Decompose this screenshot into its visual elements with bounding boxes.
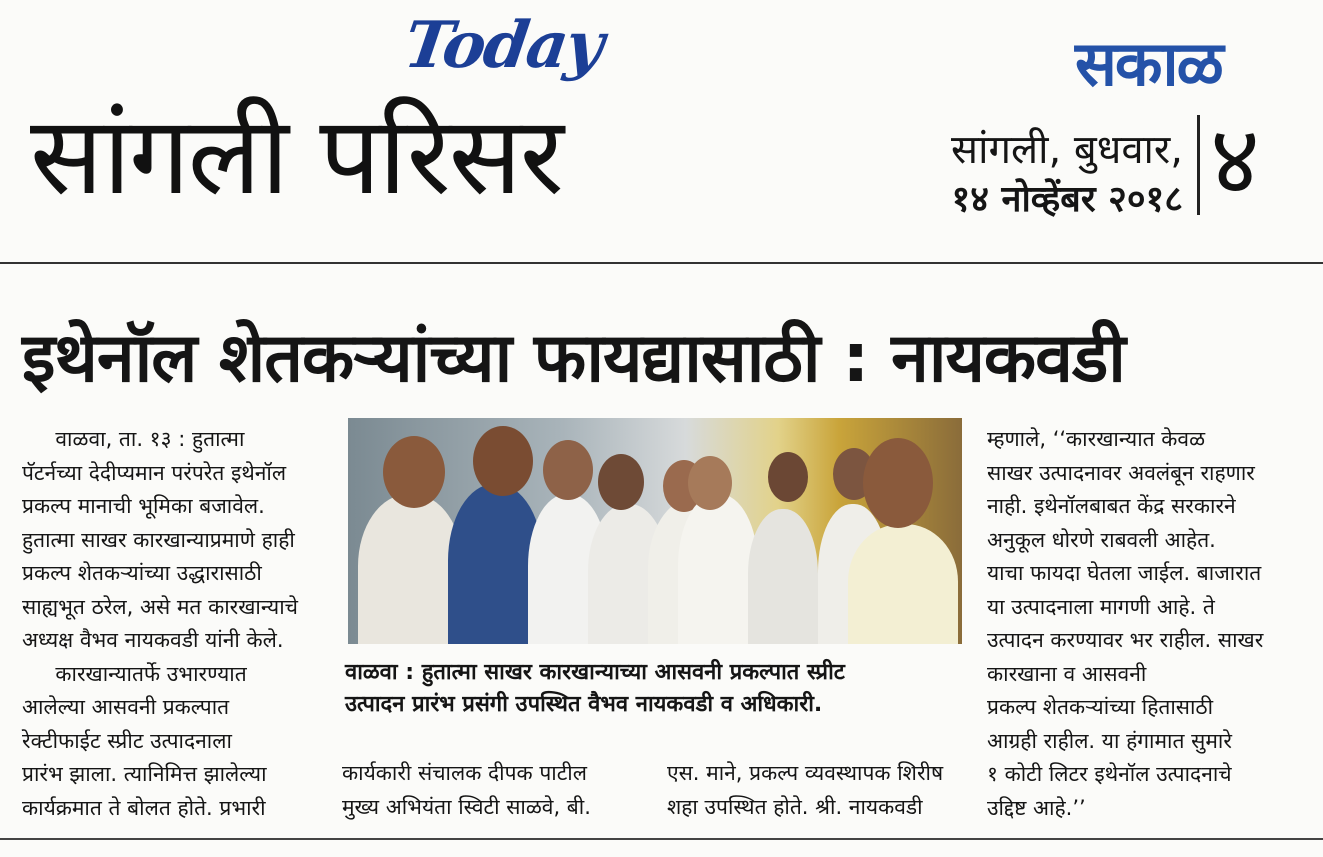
photo-caption-line: उत्पादन प्रारंभ प्रसंगी उपस्थित वैभव नायकवडी व अधिकारी.	[345, 692, 823, 717]
article-line: रेक्टीफाईट स्प्रीट उत्पादनाला	[22, 728, 232, 753]
photo-person-head	[688, 456, 732, 510]
article-line: एस. माने, प्रकल्प व्यवस्थापक शिरीष	[667, 761, 944, 785]
article-line: कारखाना व आसवनी	[987, 661, 1147, 686]
sakal-logo: सकाळ	[1075, 27, 1222, 100]
article-line: उत्पादन करण्यावर भर राहील. साखर	[987, 628, 1264, 652]
article-line: १ कोटी लिटर इथेनॉल उत्पादनाचे	[987, 762, 1232, 786]
article-middle-column-2	[667, 757, 977, 824]
article-line: मुख्य अभियंता स्विटी साळवे, बी.	[342, 794, 591, 819]
article-line: वाळवा, ता. १३ : हुतात्मा	[22, 427, 245, 451]
article-line: शहा उपस्थित होते. श्री. नायकवडी	[667, 794, 923, 819]
photo-person-head	[768, 452, 808, 502]
page-number: ४	[1210, 104, 1260, 216]
article-line: उद्दिष्ट आहे.’’	[987, 795, 1086, 820]
article-line: याचा फायदा घेतला जाईल. बाजारात	[987, 561, 1262, 585]
article-line: पॅटर्नच्या देदीप्यमान परंपरेत इथेनॉल	[22, 460, 287, 485]
article-line: साह्यभूत ठरेल, असे मत कारखान्याचे	[22, 594, 298, 619]
masthead-rule	[0, 262, 1323, 264]
article-middle-column-1	[342, 757, 642, 824]
article-line: कार्यक्रमात ते बोलत होते. प्रभारी	[22, 795, 266, 820]
article-left-column	[22, 423, 322, 825]
article-line: या उत्पादनाला मागणी आहे. ते	[987, 594, 1215, 619]
article-headline: इथेनॉल शेतकऱ्यांच्या फायद्यासाठी : नायकवडी	[22, 319, 1125, 398]
photo-caption	[345, 657, 970, 721]
article-line: नाही. इथेनॉलबाबत केंद्र सरकारने	[987, 494, 1236, 518]
article-line: प्रारंभ झाला. त्यानिमित्त झालेल्या	[22, 762, 267, 786]
photo-person-head	[863, 438, 933, 528]
article-right-column	[987, 423, 1307, 825]
article-line: कारखान्यातर्फे उभारण्यात	[22, 661, 247, 686]
photo-person	[848, 524, 958, 644]
photo-caption-line: वाळवा : हुतात्मा साखर कारखान्याच्या आसवनी प्रकल्पात स्प्रीट	[345, 660, 845, 685]
article-line: म्हणाले, ‘‘कारखान्यात केवळ	[987, 427, 1206, 451]
article-line: प्रकल्प शेतकऱ्यांच्या उद्धारासाठी	[22, 561, 262, 585]
photo-person	[678, 494, 758, 644]
article-line: हुतात्मा साखर कारखान्याप्रमाणे हाही	[22, 527, 295, 552]
photo-person-head	[473, 426, 533, 496]
article-line: प्रकल्प मानाची भूमिका बजावेल.	[22, 494, 265, 518]
article-line: कार्यकारी संचालक दीपक पाटील	[342, 761, 587, 785]
page-number-divider	[1197, 115, 1200, 215]
article-line: अध्यक्ष वैभव नायकवडी यांनी केले.	[22, 628, 284, 652]
photo-person-head	[543, 440, 593, 500]
photo-person-head	[598, 454, 644, 510]
dateline-city-day: सांगली, बुधवार,	[951, 127, 1183, 173]
photo-person-head	[383, 436, 445, 508]
today-logo: Today	[399, 8, 607, 83]
article-line: अनुकूल धोरणे राबवली आहेत.	[987, 527, 1216, 552]
dateline-date: १४ नोव्हेंबर २०१८	[951, 179, 1183, 220]
article-line: साखर उत्पादनावर अवलंबून राहणार	[987, 460, 1255, 485]
article-line: प्रकल्प शेतकऱ्यांच्या हितासाठी	[987, 695, 1214, 719]
photo-person	[748, 509, 818, 644]
event-photo	[348, 418, 962, 644]
section-title: सांगली परिसर	[30, 94, 562, 219]
bottom-rule	[0, 838, 1323, 840]
article-line: आग्रही राहील. या हंगामात सुमारे	[987, 728, 1232, 753]
article-line: आलेल्या आसवनी प्रकल्पात	[22, 695, 230, 719]
